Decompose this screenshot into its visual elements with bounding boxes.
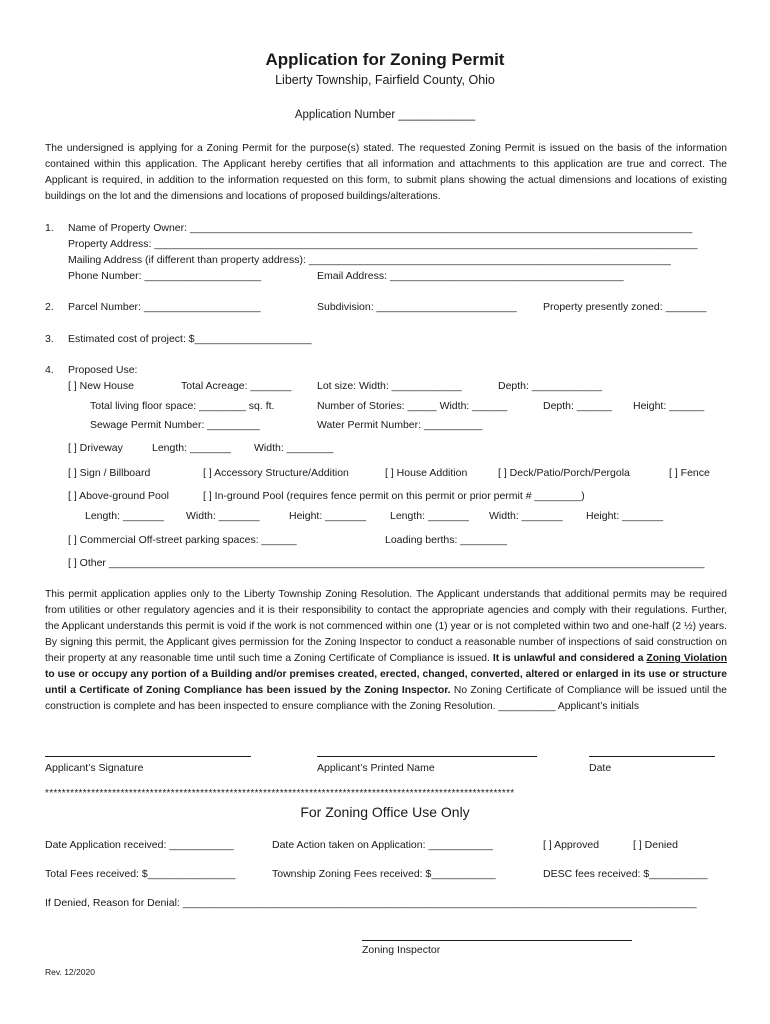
section-2-number: 2.: [45, 301, 54, 313]
pool-width-field[interactable]: Width: _______: [186, 510, 260, 522]
disclaimer-paragraph: [45, 587, 727, 715]
printed-name-label: Applicant’s Printed Name: [317, 762, 435, 774]
date-received-field[interactable]: Date Application received: ___________: [45, 839, 234, 851]
sign-billboard-checkbox[interactable]: [ ] Sign / Billboard: [68, 467, 151, 479]
office-use-heading: For Zoning Office Use Only: [300, 804, 470, 820]
new-house-checkbox[interactable]: [ ] New House: [68, 380, 134, 392]
lot-size-width-field[interactable]: Lot size: Width: ____________: [317, 380, 462, 392]
in-ground-pool-checkbox[interactable]: [ ] In-ground Pool (requires fence permit on this permit or prior permit # ________): [203, 490, 585, 502]
date-label: Date: [589, 762, 612, 774]
property-address-field[interactable]: Property Address: _____________________________________________________________________________________________: [68, 238, 698, 250]
floor-space-field[interactable]: Total living floor space: ________ sq. ft.: [90, 400, 275, 412]
house-depth-field[interactable]: Depth: ______: [543, 400, 612, 412]
section-1-number: 1.: [45, 222, 54, 234]
disclaimer-bold-1: It is unlawful and considered a: [492, 653, 647, 664]
approved-checkbox[interactable]: [ ] Approved: [543, 839, 600, 851]
sewage-permit-field[interactable]: Sewage Permit Number: _________: [90, 419, 260, 431]
inground-pool-length-field[interactable]: Length: _______: [390, 510, 469, 522]
zoning-violation-text: Zoning Violation: [646, 653, 728, 664]
asterisk-separator: ****************************************************************************************************************: [45, 788, 515, 799]
form-title: Application for Zoning Permit: [265, 50, 505, 69]
other-use-field[interactable]: [ ] Other ______________________________________________________________________________________________________: [68, 557, 705, 569]
township-fees-field[interactable]: Township Zoning Fees received: $___________: [272, 868, 496, 880]
section-3-number: 3.: [45, 333, 54, 345]
stories-width-field[interactable]: Number of Stories: _____ Width: ______: [317, 400, 508, 412]
denied-checkbox[interactable]: [ ] Denied: [633, 839, 678, 851]
commercial-checkbox[interactable]: [ ] Commercial Off-street parking spaces: ______: [68, 534, 297, 546]
zoning-inspector-label: Zoning Inspector: [362, 944, 441, 956]
loading-berths-field[interactable]: Loading berths: ________: [385, 534, 508, 546]
proposed-use-label: Proposed Use:: [68, 364, 138, 376]
house-addition-checkbox[interactable]: [ ] House Addition: [385, 467, 468, 479]
deck-patio-checkbox[interactable]: [ ] Deck/Patio/Porch/Pergola: [498, 467, 630, 479]
form-subtitle: Liberty Township, Fairfield County, Ohio: [275, 73, 495, 87]
inground-pool-width-field[interactable]: Width: _______: [489, 510, 563, 522]
driveway-width-field[interactable]: Width: ________: [254, 442, 334, 454]
property-owner-field[interactable]: Name of Property Owner: ______________________________________________________________________________________: [68, 222, 693, 234]
application-number-field[interactable]: Application Number ____________: [294, 109, 476, 121]
intro-paragraph: The undersigned is applying for a Zoning Permit for the purpose(s) stated. The requested Zoning Permit is issued on the basis of the information contained within this application. The Applicant hereby certifies that all information and attachments to this application are true and correct. The Applicant is required, in addition to the information requested on this form, to submit plans showing the actual dimensions and locations of existing buildings on the lot and the dimensions and locations of proposed buildings/alterations.: [45, 143, 727, 202]
parcel-number-field[interactable]: Parcel Number: ____________________: [68, 301, 261, 313]
driveway-length-field[interactable]: Length: _______: [152, 442, 231, 454]
mailing-address-field[interactable]: Mailing Address (if different than property address): ______________________________________________________________: [68, 254, 671, 266]
denial-reason-field[interactable]: If Denied, Reason for Denial: ________________________________________________________________________________________: [45, 897, 697, 909]
house-height-field[interactable]: Height: ______: [633, 400, 705, 412]
fence-checkbox[interactable]: [ ] Fence: [669, 467, 710, 479]
applicant-signature-line[interactable]: [45, 756, 251, 757]
above-ground-pool-checkbox[interactable]: [ ] Above-ground Pool: [68, 490, 169, 502]
estimated-cost-field[interactable]: Estimated cost of project: $____________________: [68, 333, 312, 345]
property-zoned-field[interactable]: Property presently zoned: _______: [543, 301, 707, 313]
applicant-signature-label: Applicant’s Signature: [45, 762, 144, 774]
lot-depth-field[interactable]: Depth: ____________: [498, 380, 602, 392]
printed-name-line[interactable]: [317, 756, 537, 757]
section-4-number: 4.: [45, 364, 54, 376]
total-acreage-field[interactable]: Total Acreage: _______: [181, 380, 292, 392]
inground-pool-height-field[interactable]: Height: _______: [586, 510, 664, 522]
pool-length-field[interactable]: Length: _______: [85, 510, 164, 522]
disclaimer-text-2: No Zoning Certificate of Compliance will be issued until the construction is complete and has been inspected to ensure compliance with the Zoning Resolution. __________ Applicant’s initials: [45, 685, 727, 712]
pool-height-field[interactable]: Height: _______: [289, 510, 367, 522]
revision-label: Rev. 12/2020: [45, 967, 95, 977]
accessory-structure-checkbox[interactable]: [ ] Accessory Structure/Addition: [203, 467, 349, 479]
driveway-checkbox[interactable]: [ ] Driveway: [68, 442, 123, 454]
date-action-field[interactable]: Date Action taken on Application: ___________: [272, 839, 493, 851]
phone-number-field[interactable]: Phone Number: ____________________: [68, 270, 262, 282]
total-fees-field[interactable]: Total Fees received: $_______________: [45, 868, 236, 880]
disclaimer-bold-2: to use or occupy any portion of a Building and/or premises created, erected, changed, converted, altered or enlarged in its use or structure until a Certificate of Zoning Compliance has been issued by the Zoning Inspector.: [45, 669, 727, 696]
water-permit-field[interactable]: Water Permit Number: __________: [317, 419, 483, 431]
zoning-inspector-signature-line[interactable]: [362, 940, 632, 941]
desc-fees-field[interactable]: DESC fees received: $__________: [543, 868, 708, 880]
disclaimer-text-1: This permit application applies only to the Liberty Township Zoning Resolution. The Applicant understands that additional permits may be required from utilities or other regulatory agencies and it is their responsibility to contact the appropriate agencies and comply with their regulations. Further, the Applicant understands this permit is void if the work is not commenced within one (1) year or is not completed within two and one-half (2 ½) years. By signing this permit, the Applicant gives permission for the Zoning Inspector to conduct a reasonable number of inspections of said construction on their property at any reasonable time until such time a Zoning Certificate of Compliance is issued.: [45, 589, 727, 664]
date-line[interactable]: [589, 756, 715, 757]
subdivision-field[interactable]: Subdivision: ________________________: [317, 301, 517, 313]
email-address-field[interactable]: Email Address: ________________________________________: [317, 270, 624, 282]
